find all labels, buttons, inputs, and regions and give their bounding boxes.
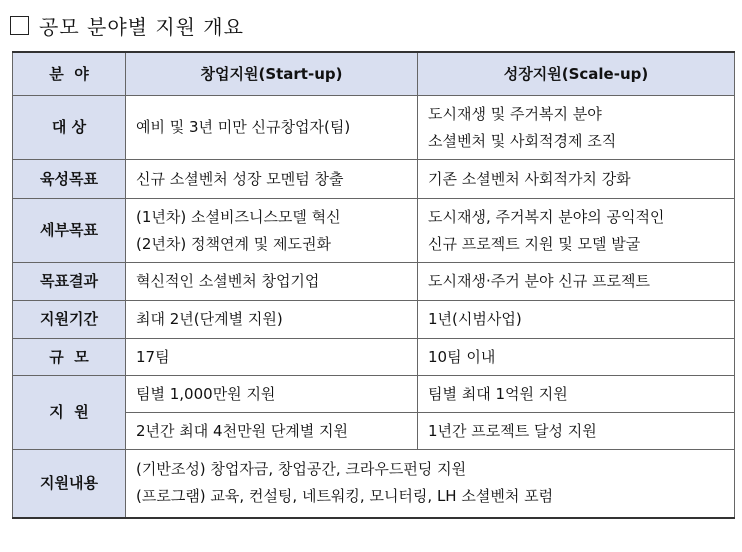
table-row-target bbox=[13, 96, 735, 160]
table-row-scale bbox=[13, 339, 735, 376]
cell-period-scaleup: 1년(시범사업) bbox=[418, 301, 735, 339]
section-title bbox=[10, 10, 244, 40]
cell-content: (기반조성) 창업자금, 창업공간, 크라우드펀딩 지원 (프로그램) 교육, 컨설팅, 네트워킹, 모니터링, LH 소셜벤처 포럼 bbox=[126, 450, 735, 518]
cell-scale-startup: 17팀 bbox=[126, 339, 418, 376]
row-label-scale: 규 모 bbox=[13, 339, 126, 376]
cell-support-scaleup-2: 1년간 프로젝트 달성 지원 bbox=[418, 413, 735, 450]
table-row-support-1 bbox=[13, 376, 735, 413]
checkbox-square-icon bbox=[10, 16, 29, 35]
cell-target-startup: 예비 및 3년 미만 신규창업자(팀) bbox=[126, 96, 418, 160]
cell-result-startup: 혁신적인 소셜벤처 창업기업 bbox=[126, 263, 418, 301]
header-startup: 창업지원(Start-up) bbox=[126, 52, 418, 96]
table-row-period bbox=[13, 301, 735, 339]
row-label-period: 지원기간 bbox=[13, 301, 126, 339]
table-row-detail-goal bbox=[13, 199, 735, 263]
cell-scale-scaleup: 10팀 이내 bbox=[418, 339, 735, 376]
row-label-goal: 육성목표 bbox=[13, 160, 126, 199]
row-label-target: 대 상 bbox=[13, 96, 126, 160]
row-label-content: 지원내용 bbox=[13, 450, 126, 518]
cell-support-startup-1: 팀별 1,000만원 지원 bbox=[126, 376, 418, 413]
cell-support-scaleup-1: 팀별 최대 1억원 지원 bbox=[418, 376, 735, 413]
cell-detail-goal-startup: (1년차) 소셜비즈니스모델 혁신 (2년차) 정책연계 및 제도권화 bbox=[126, 199, 418, 263]
cell-target-scaleup: 도시재생 및 주거복지 분야 소셜벤처 및 사회적경제 조직 bbox=[418, 96, 735, 160]
row-label-support: 지 원 bbox=[13, 376, 126, 450]
cell-goal-scaleup: 기존 소셜벤처 사회적가치 강화 bbox=[418, 160, 735, 199]
row-label-detail-goal: 세부목표 bbox=[13, 199, 126, 263]
table-header-row bbox=[13, 52, 735, 96]
header-field: 분 야 bbox=[13, 52, 126, 96]
section-title-text: 공모 분야별 지원 개요 bbox=[39, 14, 244, 39]
table-row-result bbox=[13, 263, 735, 301]
cell-period-startup: 최대 2년(단계별 지원) bbox=[126, 301, 418, 339]
cell-goal-startup: 신규 소셜벤처 성장 모멘텀 창출 bbox=[126, 160, 418, 199]
support-overview-table bbox=[12, 51, 735, 519]
header-scaleup: 성장지원(Scale-up) bbox=[418, 52, 735, 96]
cell-detail-goal-scaleup: 도시재생, 주거복지 분야의 공익적인 신규 프로젝트 지원 및 모델 발굴 bbox=[418, 199, 735, 263]
cell-result-scaleup: 도시재생·주거 분야 신규 프로젝트 bbox=[418, 263, 735, 301]
table-row-content bbox=[13, 450, 735, 518]
cell-support-startup-2: 2년간 최대 4천만원 단계별 지원 bbox=[126, 413, 418, 450]
table-row-goal bbox=[13, 160, 735, 199]
row-label-result: 목표결과 bbox=[13, 263, 126, 301]
